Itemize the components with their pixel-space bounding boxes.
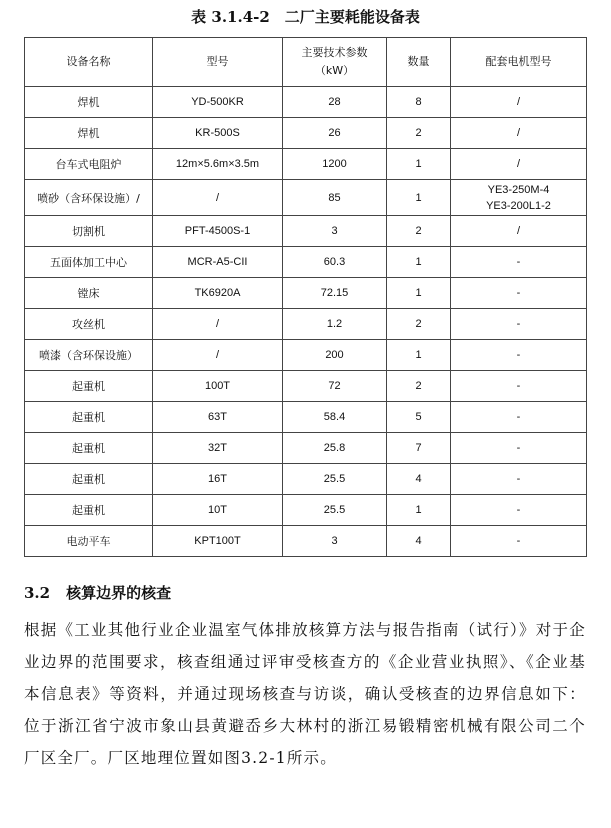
cell-model: YD-500KR <box>153 87 283 118</box>
cell-qty: 2 <box>387 118 451 149</box>
cell-model: 10T <box>153 495 283 526</box>
motor-model: / <box>516 96 521 108</box>
cell-motor <box>451 180 587 216</box>
table-row <box>25 433 587 464</box>
cell-name: 焊机 <box>25 87 153 118</box>
header-model: 型号 <box>153 38 283 87</box>
table-row <box>25 216 587 247</box>
motor-model: - <box>516 318 521 330</box>
section-title: 核算边界的核查 <box>66 584 172 602</box>
cell-model: MCR-A5-CII <box>153 247 283 278</box>
cell-qty: 1 <box>387 278 451 309</box>
cell-power: 1.2 <box>283 309 387 340</box>
motor-model: YE3-250M-4 <box>487 183 550 196</box>
cell-qty: 8 <box>387 87 451 118</box>
cell-model: KPT100T <box>153 526 283 557</box>
cell-model: 32T <box>153 433 283 464</box>
cell-motor <box>451 526 587 557</box>
cell-power: 72.15 <box>283 278 387 309</box>
cell-name: 起重机 <box>25 402 153 433</box>
cell-model: 12m×5.6m×3.5m <box>153 149 283 180</box>
table-row <box>25 402 587 433</box>
cell-motor <box>451 87 587 118</box>
cell-model: / <box>153 340 283 371</box>
cell-name: 起重机 <box>25 464 153 495</box>
motor-model: - <box>516 256 521 268</box>
cell-qty: 4 <box>387 464 451 495</box>
table-row <box>25 87 587 118</box>
cell-name: 五面体加工中心 <box>25 247 153 278</box>
header-motor: 配套电机型号 <box>451 38 587 87</box>
motor-model: - <box>516 380 521 392</box>
cell-motor <box>451 309 587 340</box>
table-row <box>25 340 587 371</box>
cell-model: / <box>153 180 283 216</box>
cell-name: 起重机 <box>25 495 153 526</box>
motor-model: / <box>516 225 521 237</box>
cell-power: 25.5 <box>283 495 387 526</box>
cell-power: 3 <box>283 216 387 247</box>
cell-motor <box>451 216 587 247</box>
table-body <box>25 87 587 557</box>
cell-qty: 2 <box>387 371 451 402</box>
section-number: 3.2 <box>24 584 51 602</box>
cell-qty: 7 <box>387 433 451 464</box>
cell-qty: 2 <box>387 216 451 247</box>
motor-model: - <box>516 349 521 361</box>
cell-qty: 5 <box>387 402 451 433</box>
motor-model: - <box>516 473 521 485</box>
motor-model: / <box>516 127 521 139</box>
header-spec-unit: （kW） <box>314 64 355 77</box>
header-qty: 数量 <box>387 38 451 87</box>
table-caption: 表 3.1.4-2 二厂主要耗能设备表 <box>191 8 420 26</box>
table-row <box>25 118 587 149</box>
cell-motor <box>451 371 587 402</box>
motor-model: - <box>516 442 521 454</box>
cell-qty: 1 <box>387 180 451 216</box>
section-heading <box>24 582 171 603</box>
header-spec <box>283 38 387 87</box>
table-row <box>25 495 587 526</box>
cell-model: TK6920A <box>153 278 283 309</box>
cell-power: 85 <box>283 180 387 216</box>
cell-motor <box>451 118 587 149</box>
cell-model: 100T <box>153 371 283 402</box>
cell-name: 台车式电阻炉 <box>25 149 153 180</box>
table-row <box>25 371 587 402</box>
cell-name: 攻丝机 <box>25 309 153 340</box>
cell-motor <box>451 149 587 180</box>
cell-motor <box>451 278 587 309</box>
cell-name: 焊机 <box>25 118 153 149</box>
cell-motor <box>451 340 587 371</box>
motor-model: - <box>516 504 521 516</box>
cell-qty: 1 <box>387 340 451 371</box>
cell-qty: 1 <box>387 495 451 526</box>
table-header-row <box>25 38 587 87</box>
motor-model: - <box>516 411 521 423</box>
cell-name: 喷漆（含环保设施） <box>25 340 153 371</box>
motor-model: / <box>516 158 521 170</box>
cell-power: 25.5 <box>283 464 387 495</box>
cell-motor <box>451 402 587 433</box>
cell-power: 200 <box>283 340 387 371</box>
cell-model: / <box>153 309 283 340</box>
header-spec-label: 主要技术参数 <box>301 46 368 59</box>
cell-power: 26 <box>283 118 387 149</box>
cell-motor <box>451 433 587 464</box>
cell-name: 切割机 <box>25 216 153 247</box>
table-row <box>25 247 587 278</box>
cell-name: 镗床 <box>25 278 153 309</box>
cell-motor <box>451 495 587 526</box>
cell-power: 25.8 <box>283 433 387 464</box>
body-paragraph: 根据《工业其他行业企业温室气体排放核算方法与报告指南（试行）》对于企业边界的范围要求，核查组通过评审受核查方的《企业营业执照》、《企业基本信息表》等资料，并通过现场核查与访谈，确认受核查的边界信息如下：位于浙江省宁波市象山县黄避岙乡大林村的浙江易锻精密机械有限公司二个厂区全厂。厂区地理位置如图3.2-1所示。 <box>24 621 586 767</box>
cell-model: 63T <box>153 402 283 433</box>
table-row <box>25 464 587 495</box>
cell-qty: 1 <box>387 149 451 180</box>
cell-power: 58.4 <box>283 402 387 433</box>
cell-motor <box>451 464 587 495</box>
cell-power: 72 <box>283 371 387 402</box>
cell-qty: 2 <box>387 309 451 340</box>
equipment-table <box>24 37 587 557</box>
motor-model: YE3-200L1-2 <box>486 199 551 212</box>
cell-name: 起重机 <box>25 371 153 402</box>
cell-name: 起重机 <box>25 433 153 464</box>
cell-qty: 1 <box>387 247 451 278</box>
cell-power: 3 <box>283 526 387 557</box>
header-name: 设备名称 <box>25 38 153 87</box>
table-row <box>25 526 587 557</box>
motor-model: - <box>516 535 521 547</box>
cell-model: PFT-4500S-1 <box>153 216 283 247</box>
cell-power: 28 <box>283 87 387 118</box>
cell-name: 喷砂（含环保设施）/ <box>25 180 153 216</box>
table-row <box>25 278 587 309</box>
motor-model: - <box>516 287 521 299</box>
table-row <box>25 180 587 216</box>
cell-power: 1200 <box>283 149 387 180</box>
table-row <box>25 149 587 180</box>
cell-name: 电动平车 <box>25 526 153 557</box>
cell-power: 60.3 <box>283 247 387 278</box>
table-row <box>25 309 587 340</box>
cell-qty: 4 <box>387 526 451 557</box>
cell-model: 16T <box>153 464 283 495</box>
cell-motor <box>451 247 587 278</box>
cell-model: KR-500S <box>153 118 283 149</box>
